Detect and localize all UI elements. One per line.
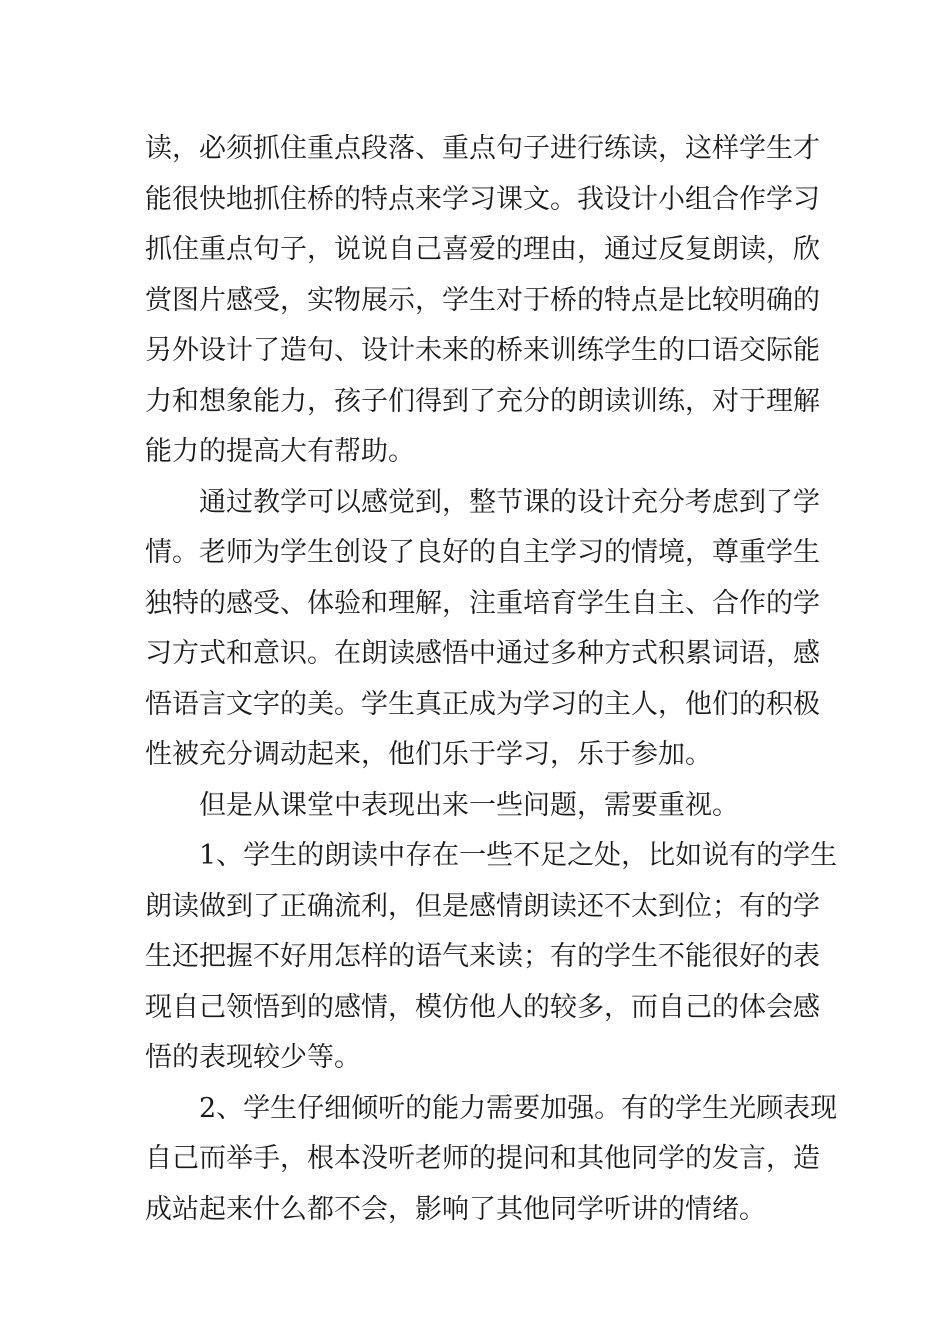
paragraph-1 <box>145 124 820 478</box>
paragraph-line: 1、学生的朗读中存在一些不足之处，比如说有的学生 <box>199 840 838 871</box>
paragraph-5 <box>145 1084 838 1236</box>
paragraph-line: 习方式和意识。在朗读感悟中通过多种方式积累词语，感 <box>145 638 820 669</box>
paragraph-line: 通过教学可以感觉到，整节课的设计充分考虑到了学 <box>199 486 820 518</box>
paragraph-line: 悟语言文字的美。学生真正成为学习的主人，他们的积极 <box>145 688 820 720</box>
paragraph-line: 性被充分调动起来，他们乐于学习，乐于参加。 <box>145 739 712 770</box>
document-body <box>145 124 838 1235</box>
paragraph-2 <box>145 478 820 781</box>
paragraph-line: 赏图片感受，实物展示，学生对于桥的特点是比较明确的 <box>145 284 820 316</box>
paragraph-line: 能力的提高大有帮助。 <box>145 436 415 467</box>
paragraph-line: 生还把握不好用怎样的语气来读；有的学生不能很好的表 <box>145 941 820 972</box>
paragraph-line: 另外设计了造句、设计未来的桥来训练学生的口语交际能 <box>145 335 820 366</box>
paragraph-line: 读，必须抓住重点段落、重点句子进行练读，这样学生才 <box>145 133 820 164</box>
paragraph-4 <box>145 831 838 1084</box>
paragraph-line: 独特的感受、体验和理解，注重培育学生自主、合作的学 <box>145 587 820 619</box>
paragraph-line: 但是从课堂中表现出来一些问题，需要重视。 <box>199 789 739 821</box>
paragraph-line: 情。老师为学生创设了良好的自主学习的情境，尊重学生 <box>145 537 820 568</box>
paragraph-line: 悟的表现较少等。 <box>145 1042 361 1073</box>
paragraph-line: 现自己领悟到的感情，模仿他人的较多，而自己的体会感 <box>145 991 820 1023</box>
paragraph-line: 2、学生仔细倾听的能力需要加强。有的学生光顾表现 <box>199 1092 838 1124</box>
paragraph-line: 能很快地抓住桥的特点来学习课文。我设计小组合作学习 <box>145 183 820 215</box>
paragraph-line: 成站起来什么都不会，影响了其他同学听讲的情绪。 <box>145 1193 766 1225</box>
paragraph-line: 力和想象能力，孩子们得到了充分的朗读训练，对于理解 <box>145 385 820 417</box>
paragraph-3 <box>145 781 810 832</box>
paragraph-line: 抓住重点句子，说说自己喜爱的理由，通过反复朗读，欣 <box>145 234 820 265</box>
paragraph-line: 朗读做到了正确流利，但是感情朗读还不太到位；有的学 <box>145 890 820 922</box>
paragraph-line: 自己而举手，根本没听老师的提问和其他同学的发言，造 <box>145 1143 820 1174</box>
